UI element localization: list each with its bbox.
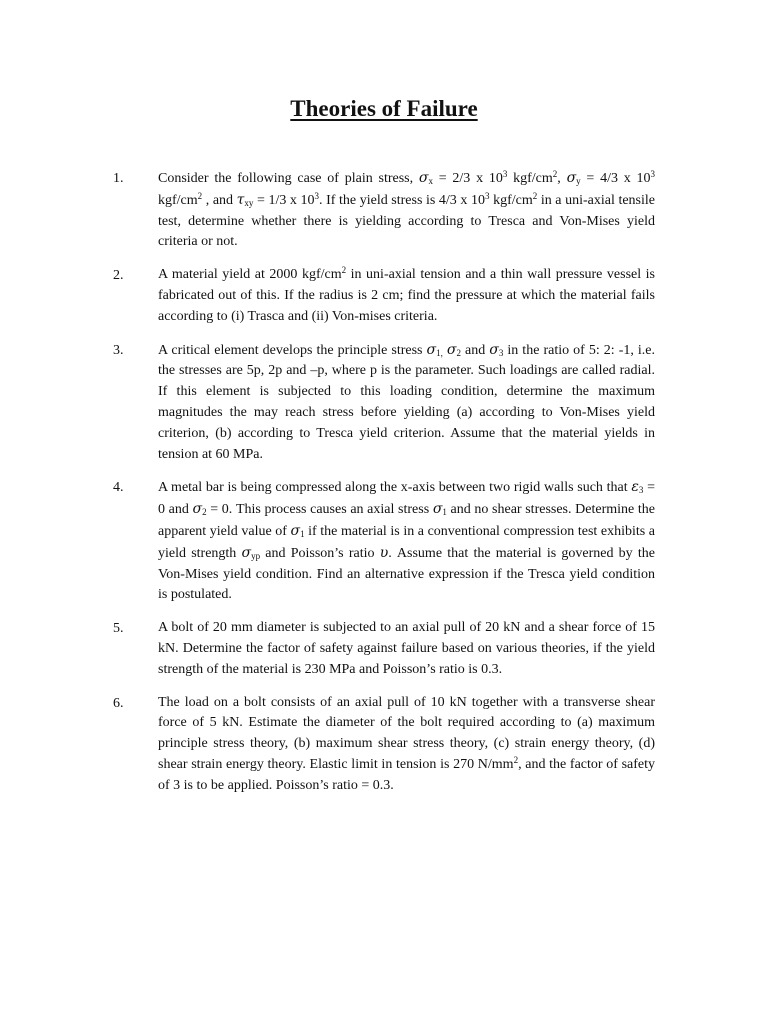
- subscript: 2: [456, 347, 461, 358]
- text-run: = 2/3 x 10: [432, 171, 503, 186]
- subscript: 1,: [436, 347, 443, 358]
- text-run: = 0 and: [158, 480, 655, 518]
- math-symbol: σ: [241, 544, 252, 561]
- math-symbol: σ: [566, 170, 577, 186]
- math-symbol: σ: [290, 522, 301, 539]
- math-symbol: σ: [432, 501, 443, 518]
- text-run: . If the yield stress is 4/3 x 10: [319, 192, 485, 208]
- math-symbol: σ: [446, 341, 457, 358]
- math-symbol: σ: [489, 341, 499, 358]
- text-run: ,: [557, 171, 567, 186]
- superscript: 3: [650, 169, 656, 179]
- math-symbol: υ: [379, 544, 389, 561]
- problem-item: [0, 168, 768, 253]
- math-symbol: σ: [426, 341, 437, 358]
- math-symbol: ε: [631, 479, 639, 496]
- text-run: Consider the following case of plain stress,: [158, 171, 419, 186]
- problem-text: [158, 693, 655, 797]
- text-run: A critical element develops the principle stress: [158, 342, 427, 358]
- text-run: in a uni-axial tensile test, determine whether there is yielding according to Tresca and Von-Mises yield criteria or not.: [158, 192, 655, 250]
- superscript: 3: [314, 190, 320, 201]
- subscript: 2: [202, 507, 207, 518]
- problem-number: 6.: [113, 695, 124, 711]
- subscript: xy: [244, 197, 254, 208]
- problem-number: 2.: [113, 268, 124, 284]
- text-run: kgf/cm: [507, 171, 553, 186]
- problem-text: [158, 618, 655, 680]
- superscript: 2: [513, 754, 519, 765]
- subscript: 3: [498, 347, 504, 358]
- text-run: The load on a bolt consists of an axial pull of 10 kN together with a transverse shear force of 5 kN. Estimate the diameter of the bolt required according to (a) maximum principle stress theory, (b) maximum shear stress theory, (c) strain energy theory, (d) shear strain energy theory. Elastic limit in tension is 270 N/mm: [158, 694, 655, 772]
- problem-number: 3.: [113, 342, 124, 358]
- problem-item: [0, 693, 768, 797]
- problem-item: [0, 265, 768, 327]
- text-run: A material yield at 2000 kgf/cm: [158, 267, 342, 283]
- problem-text: [158, 168, 655, 253]
- text-run: , and: [202, 192, 237, 208]
- math-symbol: σ: [418, 170, 429, 186]
- page-title: Theories of Failure: [290, 96, 478, 121]
- text-run: and Poisson’s ratio: [260, 545, 380, 561]
- problem-text: [158, 477, 655, 606]
- superscript: 2: [197, 190, 203, 201]
- subscript: 3: [638, 485, 644, 496]
- text-run: = 4/3 x 10: [580, 171, 651, 186]
- problem-list: [0, 168, 768, 809]
- text-run: in uni-axial tension and a thin wall pressure vessel is fabricated out of this. If the radius is 2 cm; find the pressure at which the material fails according to (i) Trasca and (ii) Von-mises criteria.: [158, 267, 656, 324]
- text-run: in the ratio of 5: 2: -1, i.e. the stresses are 5p, 2p and –p, where p is the parameter. Such loadings are called radial. If this element is subjected to this loading condition, determine the maximum magnitudes the may reach stress before yielding (a) according to Von-Mises yield criterion, (b) according to Tresca yield criterion. Assume that the material yields in tension at 60 MPa.: [158, 342, 656, 462]
- text-run: kgf/cm: [158, 192, 198, 208]
- text-run: A metal bar is being compressed along the x-axis between two rigid walls such that: [158, 480, 632, 496]
- problem-number: 5.: [113, 621, 124, 637]
- text-run: = 1/3 x 10: [253, 192, 315, 208]
- subscript: 1: [442, 507, 447, 518]
- problem-item: [0, 477, 768, 606]
- text-run: and no shear stresses. Determine the apparent yield value of: [158, 502, 656, 539]
- superscript: 2: [341, 265, 347, 276]
- superscript: 2: [552, 169, 558, 179]
- problem-number: 4.: [113, 480, 124, 496]
- subscript: x: [428, 176, 433, 186]
- subscript: y: [576, 176, 581, 186]
- subscript: yp: [251, 550, 261, 561]
- text-run: , and the factor of safety of 3 is to be applied. Poisson’s ratio = 0.3.: [158, 756, 655, 793]
- text-run: kgf/cm: [489, 192, 533, 208]
- superscript: 3: [502, 169, 508, 179]
- problem-text: [158, 340, 655, 466]
- text-run: and: [460, 342, 490, 358]
- problem-item: [0, 340, 768, 466]
- superscript: 3: [484, 190, 490, 201]
- problem-item: [0, 618, 768, 680]
- superscript: 2: [532, 190, 538, 201]
- math-symbol: τ: [236, 191, 245, 208]
- problem-text: [158, 265, 655, 327]
- subscript: 1: [300, 528, 305, 539]
- problem-number: 1.: [113, 171, 124, 186]
- text-run: = 0. This process causes an axial stress: [206, 502, 433, 518]
- text-run: A bolt of 20 mm diameter is subjected to an axial pull of 20 kN and a shear force of 15 kN. Determine the factor of safety against failure based on various theories, if the yield strength of the material is 230 MPa and Poisson’s ratio is 0.3.: [158, 620, 655, 677]
- math-symbol: σ: [192, 501, 203, 518]
- text-run: . Assume that the material is governed by the Von-Mises yield condition. Find an alternative expression if the Tresca yield condition is postulated.: [158, 545, 655, 603]
- text-run: if the material is in a conventional compression test exhibits a yield strength: [158, 523, 655, 561]
